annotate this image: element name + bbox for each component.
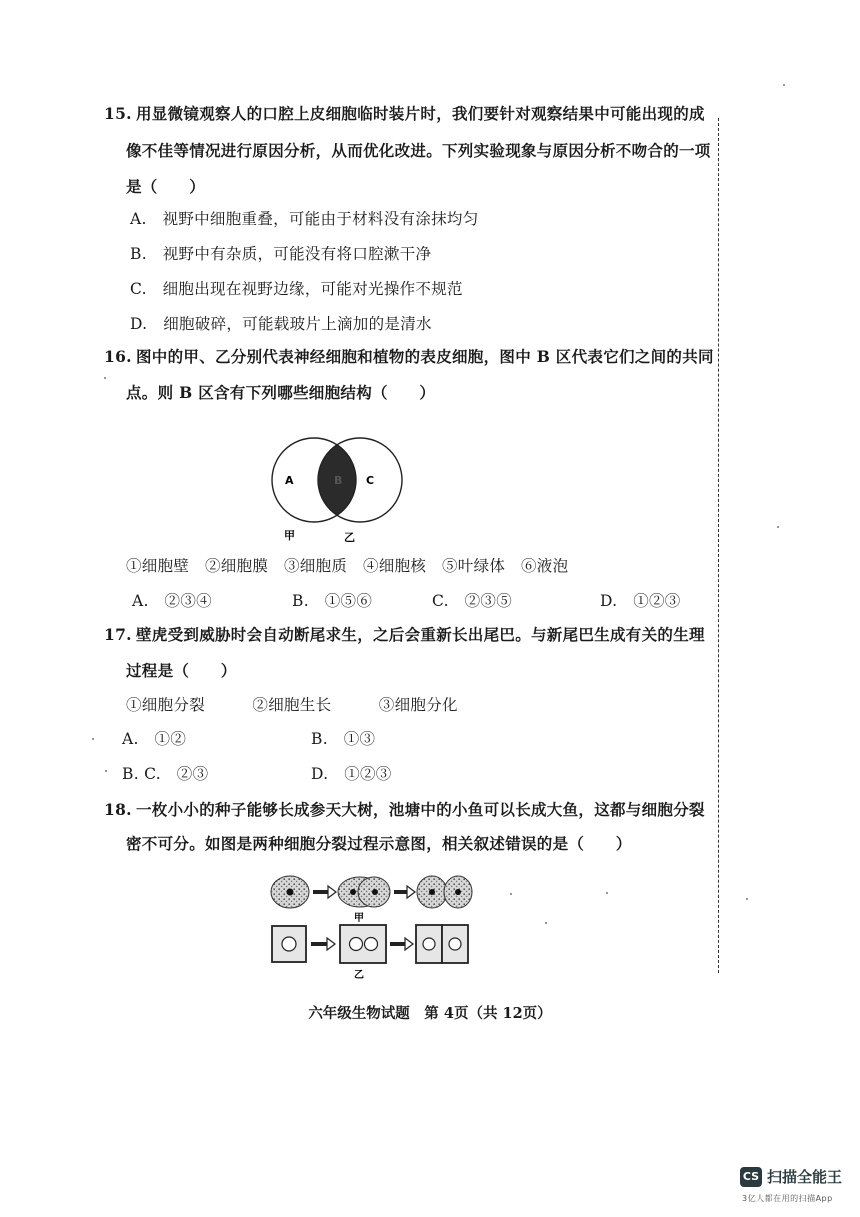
option-d: D. ①②③ xyxy=(311,765,392,783)
option-b: B. ①③ xyxy=(311,730,376,748)
option-a: A. 视野中细胞重叠，可能由于材料没有涂抹均匀 xyxy=(130,210,479,228)
question-text: 壁虎受到威胁时会自动断尾求生，之后会重新长出尾巴。与新尾巴生成有关的生理 xyxy=(136,625,705,644)
question-number: 16. xyxy=(104,347,132,366)
question-text: 过程是（ ） xyxy=(126,661,237,680)
scan-speck xyxy=(510,893,512,895)
question-text: 点。则 B 区含有下列哪些细胞结构（ ） xyxy=(126,383,436,402)
question-text: 一枚小小的种子能够长成参天大树，池塘中的小鱼可以长成大鱼，这都与细胞分裂 xyxy=(136,800,705,819)
option-d: D. 细胞破碎，可能载玻片上滴加的是清水 xyxy=(130,315,432,333)
camscanner-logo-icon: CS xyxy=(740,1167,762,1187)
scan-speck xyxy=(777,526,779,528)
arrow-icon xyxy=(405,938,413,950)
option-c: B. C. ②③ xyxy=(122,765,209,783)
plant-cell-row xyxy=(272,925,468,963)
label-yi: 乙 xyxy=(354,970,364,981)
question-number: 17. xyxy=(104,625,132,644)
option-c: C. 细胞出现在视野边缘，可能对光操作不规范 xyxy=(130,280,463,298)
arrow-icon xyxy=(407,886,415,898)
nucleus xyxy=(455,889,461,895)
scan-speck xyxy=(92,738,94,740)
label-a: A xyxy=(285,474,294,487)
nucleus xyxy=(287,889,294,896)
arrow-icon xyxy=(328,886,336,898)
animal-cell-row xyxy=(271,876,472,908)
question-number: 18. xyxy=(104,800,132,819)
cell-division-figure xyxy=(268,868,478,983)
process-list: ①细胞分裂 ②细胞生长 ③细胞分化 xyxy=(126,696,458,714)
binding-dashed-line xyxy=(718,118,719,973)
scan-speck xyxy=(105,770,107,772)
nucleus xyxy=(350,938,363,951)
question-text: 是（ ） xyxy=(126,177,206,196)
label-c: C xyxy=(366,474,375,487)
scan-speck xyxy=(746,898,748,900)
arrow-icon xyxy=(327,938,335,950)
option-c: C. ②③⑤ xyxy=(432,592,513,610)
label-jia: 甲 xyxy=(284,529,295,542)
scan-speck xyxy=(545,922,547,924)
option-b: B. ①⑤⑥ xyxy=(292,592,373,610)
nucleus xyxy=(282,937,296,951)
question-number: 15. xyxy=(104,104,132,123)
label-yi: 乙 xyxy=(344,531,355,544)
nucleus xyxy=(449,938,461,950)
question-text: 密不可分。如图是两种细胞分裂过程示意图，相关叙述错误的是（ ） xyxy=(126,834,632,853)
nucleus xyxy=(429,889,435,895)
question-text: 像不佳等情况进行原因分析，从而优化改进。下列实验现象与原因分析不吻合的一项 xyxy=(126,141,711,160)
question-text: 用显微镜观察人的口腔上皮细胞临时装片时，我们要针对观察结果中可能出现的成 xyxy=(136,104,705,123)
scan-speck xyxy=(783,84,785,86)
option-b: B. 视野中有杂质，可能没有将口腔漱干净 xyxy=(130,245,432,263)
camscanner-tagline: 3亿人都在用的扫描App xyxy=(742,1194,833,1203)
structure-list: ①细胞壁 ②细胞膜 ③细胞质 ④细胞核 ⑤叶绿体 ⑥液泡 xyxy=(126,557,569,575)
nucleus xyxy=(365,938,378,951)
nucleus xyxy=(372,889,378,895)
venn-diagram xyxy=(248,432,408,547)
nucleus xyxy=(350,889,356,895)
scan-speck xyxy=(606,892,608,894)
option-a: A. ②③④ xyxy=(132,592,212,610)
option-d: D. ①②③ xyxy=(600,592,681,610)
scan-speck xyxy=(104,377,106,379)
question-text: 图中的甲、乙分别代表神经细胞和植物的表皮细胞，图中 B 区代表它们之间的共同 xyxy=(136,347,714,366)
camscanner-name: 扫描全能王 xyxy=(767,1168,843,1186)
label-b: B xyxy=(334,474,343,487)
nucleus xyxy=(423,938,435,950)
page-footer: 六年级生物试题 第 4页（共 12页） xyxy=(308,1005,552,1022)
option-a: A. ①② xyxy=(122,730,187,748)
label-jia: 甲 xyxy=(354,913,364,924)
